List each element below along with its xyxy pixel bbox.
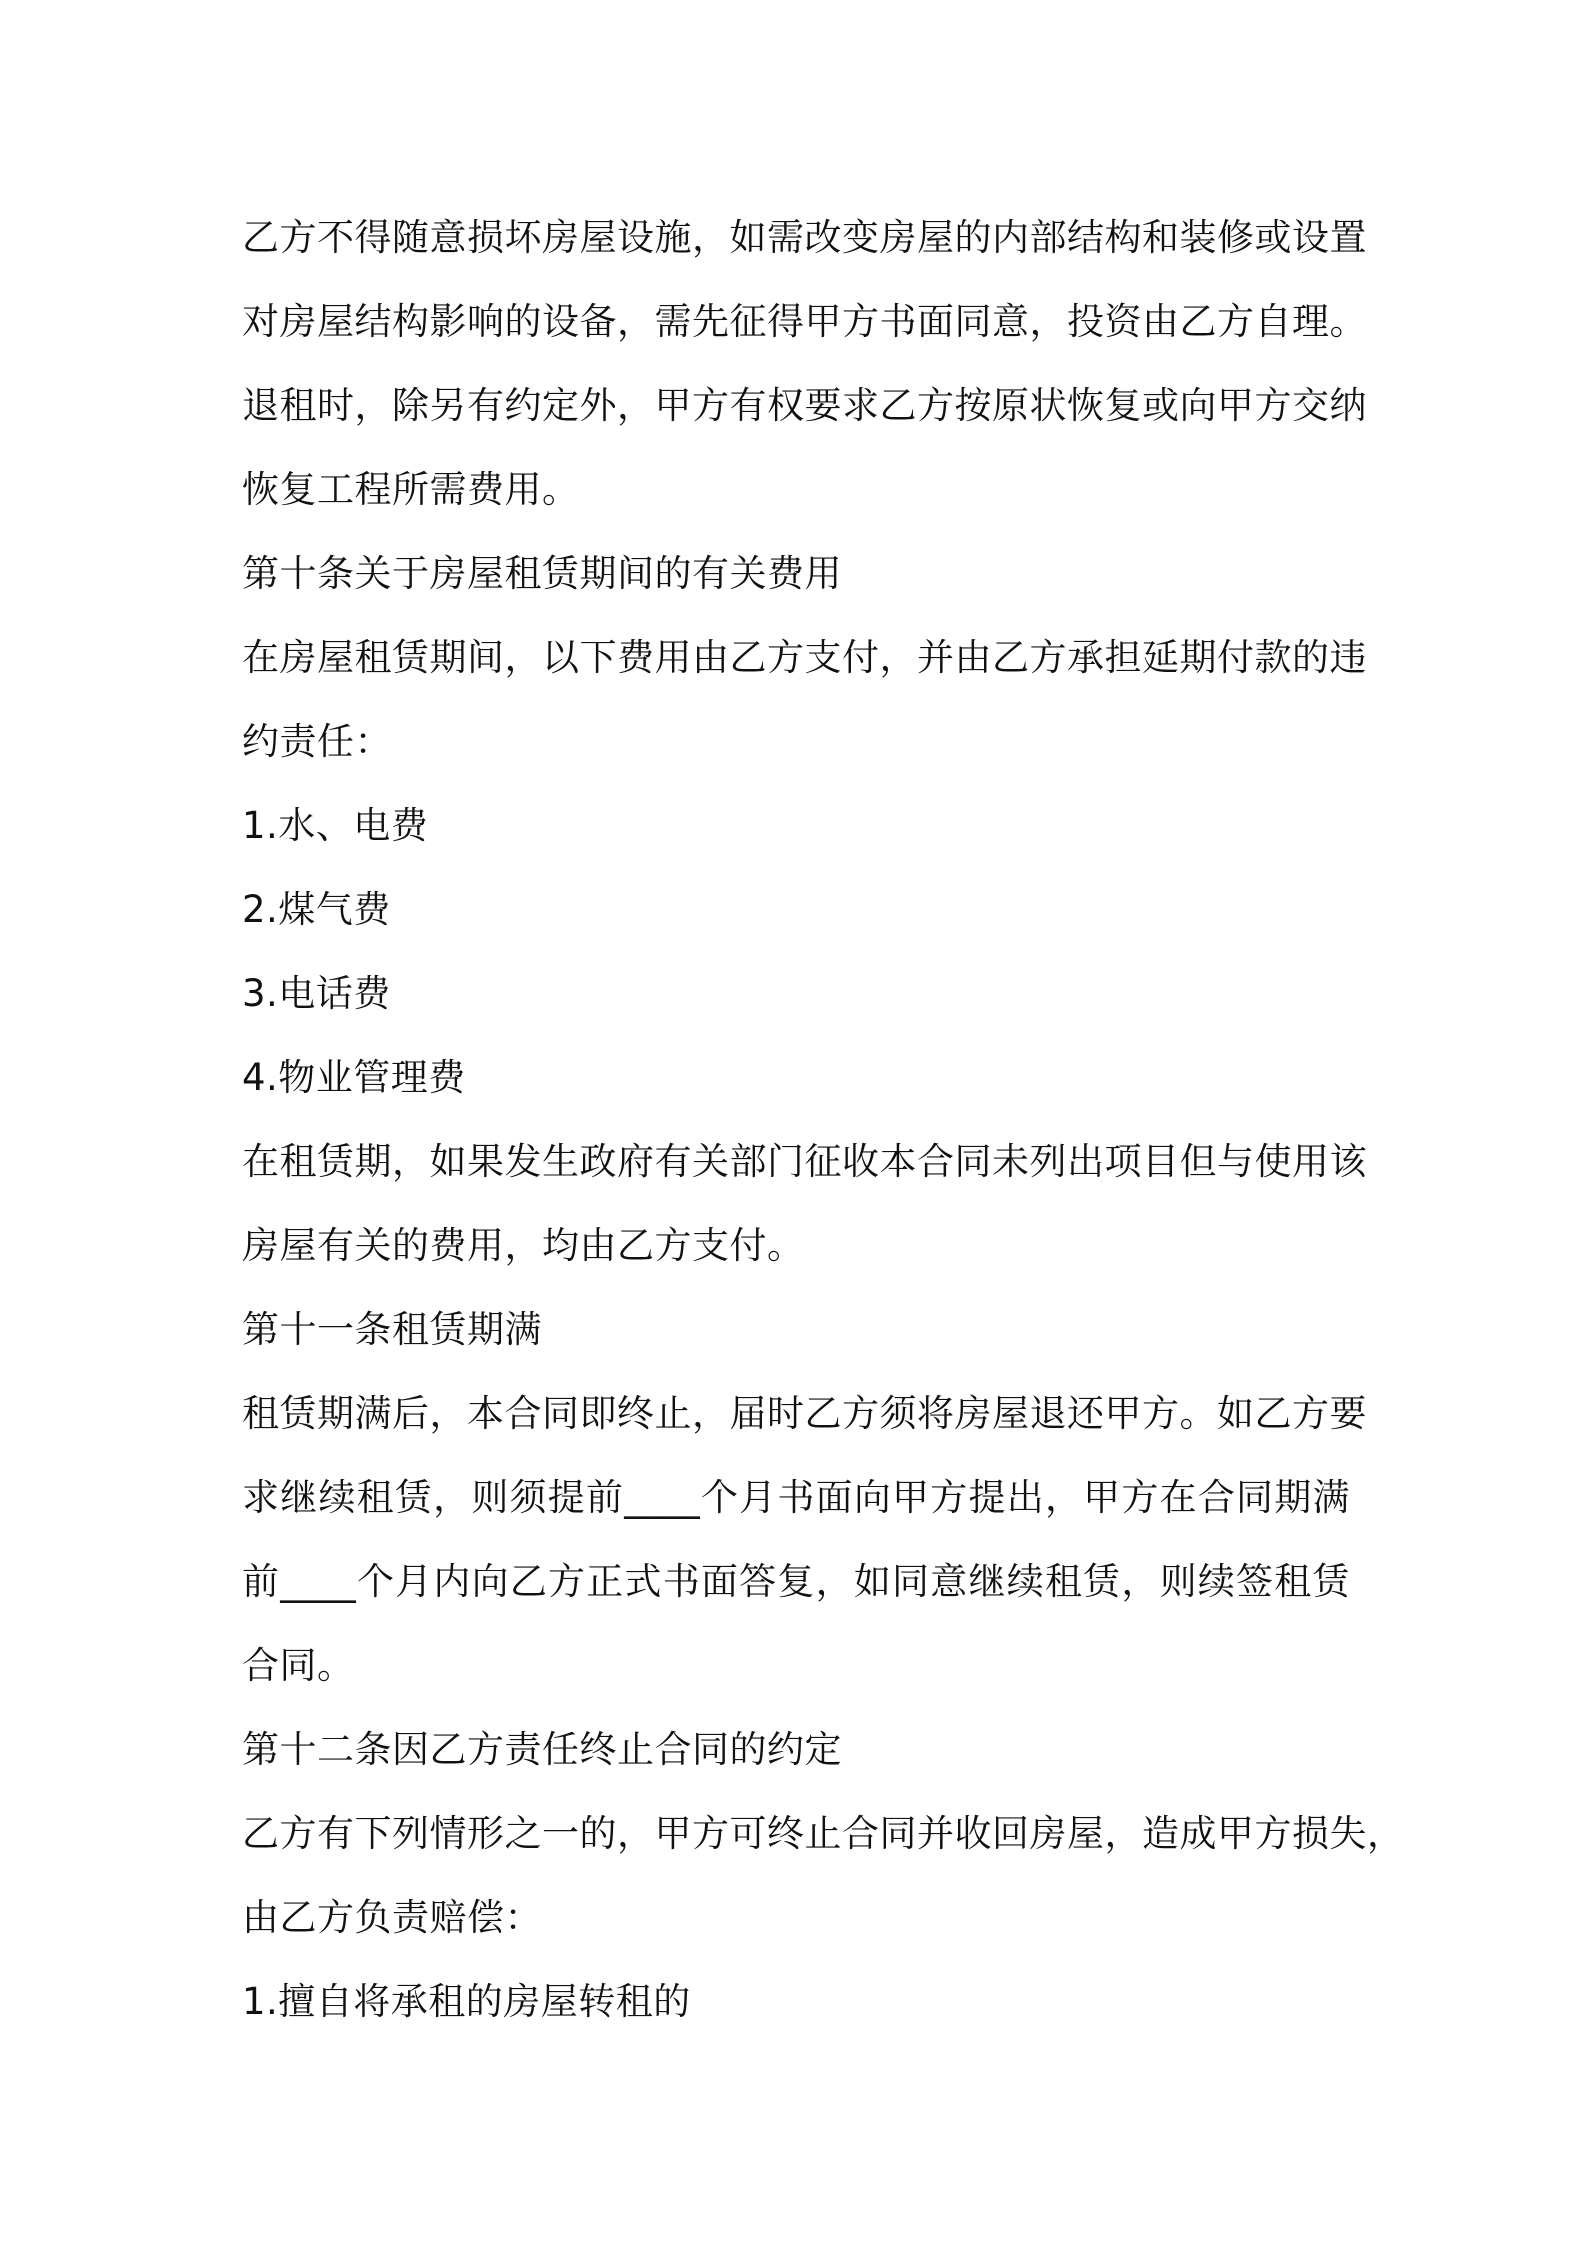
paragraph-line: 合同。 <box>242 1644 355 1687</box>
paragraph-line: 由乙方负责赔偿： <box>242 1896 542 1939</box>
paragraph-line: 恢复工程所需费用。 <box>242 468 580 511</box>
section-heading: 第十条关于房屋租赁期间的有关费用 <box>242 552 842 595</box>
paragraph-line: 乙方有下列情形之一的，甲方可终止合同并收回房屋，造成甲方损失， <box>242 1812 1405 1855</box>
section-heading: 第十一条租赁期满 <box>242 1308 542 1351</box>
list-item: 1.擅自将承租的房屋转租的 <box>242 1980 691 2023</box>
paragraph-line: 房屋有关的费用，均由乙方支付。 <box>242 1224 805 1267</box>
list-item: 3.电话费 <box>242 972 391 1015</box>
list-item: 1.水、电费 <box>242 804 429 847</box>
document-body <box>242 196 1405 2044</box>
paragraph-line: 乙方不得随意损坏房屋设施，如需改变房屋的内部结构和装修或设置 <box>242 216 1367 259</box>
section-heading: 第十二条因乙方责任终止合同的约定 <box>242 1728 842 1771</box>
paragraph-line: 租赁期满后，本合同即终止，届时乙方须将房屋退还甲方。如乙方要 <box>242 1392 1367 1435</box>
paragraph-line: 在租赁期，如果发生政府有关部门征收本合同未列出项目但与使用该 <box>242 1140 1367 1183</box>
paragraph-line: 在房屋租赁期间，以下费用由乙方支付，并由乙方承担延期付款的违 <box>242 636 1367 679</box>
paragraph-line: 求继续租赁，则须提前____个月书面向甲方提出，甲方在合同期满 <box>242 1476 1350 1519</box>
paragraph-line: 退租时，除另有约定外，甲方有权要求乙方按原状恢复或向甲方交纳 <box>242 384 1367 427</box>
paragraph-line: 前____个月内向乙方正式书面答复，如同意继续租赁，则续签租赁 <box>242 1560 1350 1603</box>
list-item: 4.物业管理费 <box>242 1056 466 1099</box>
list-item: 2.煤气费 <box>242 888 391 931</box>
paragraph-line: 对房屋结构影响的设备，需先征得甲方书面同意，投资由乙方自理。 <box>242 300 1367 343</box>
paragraph-line: 约责任： <box>242 720 392 763</box>
